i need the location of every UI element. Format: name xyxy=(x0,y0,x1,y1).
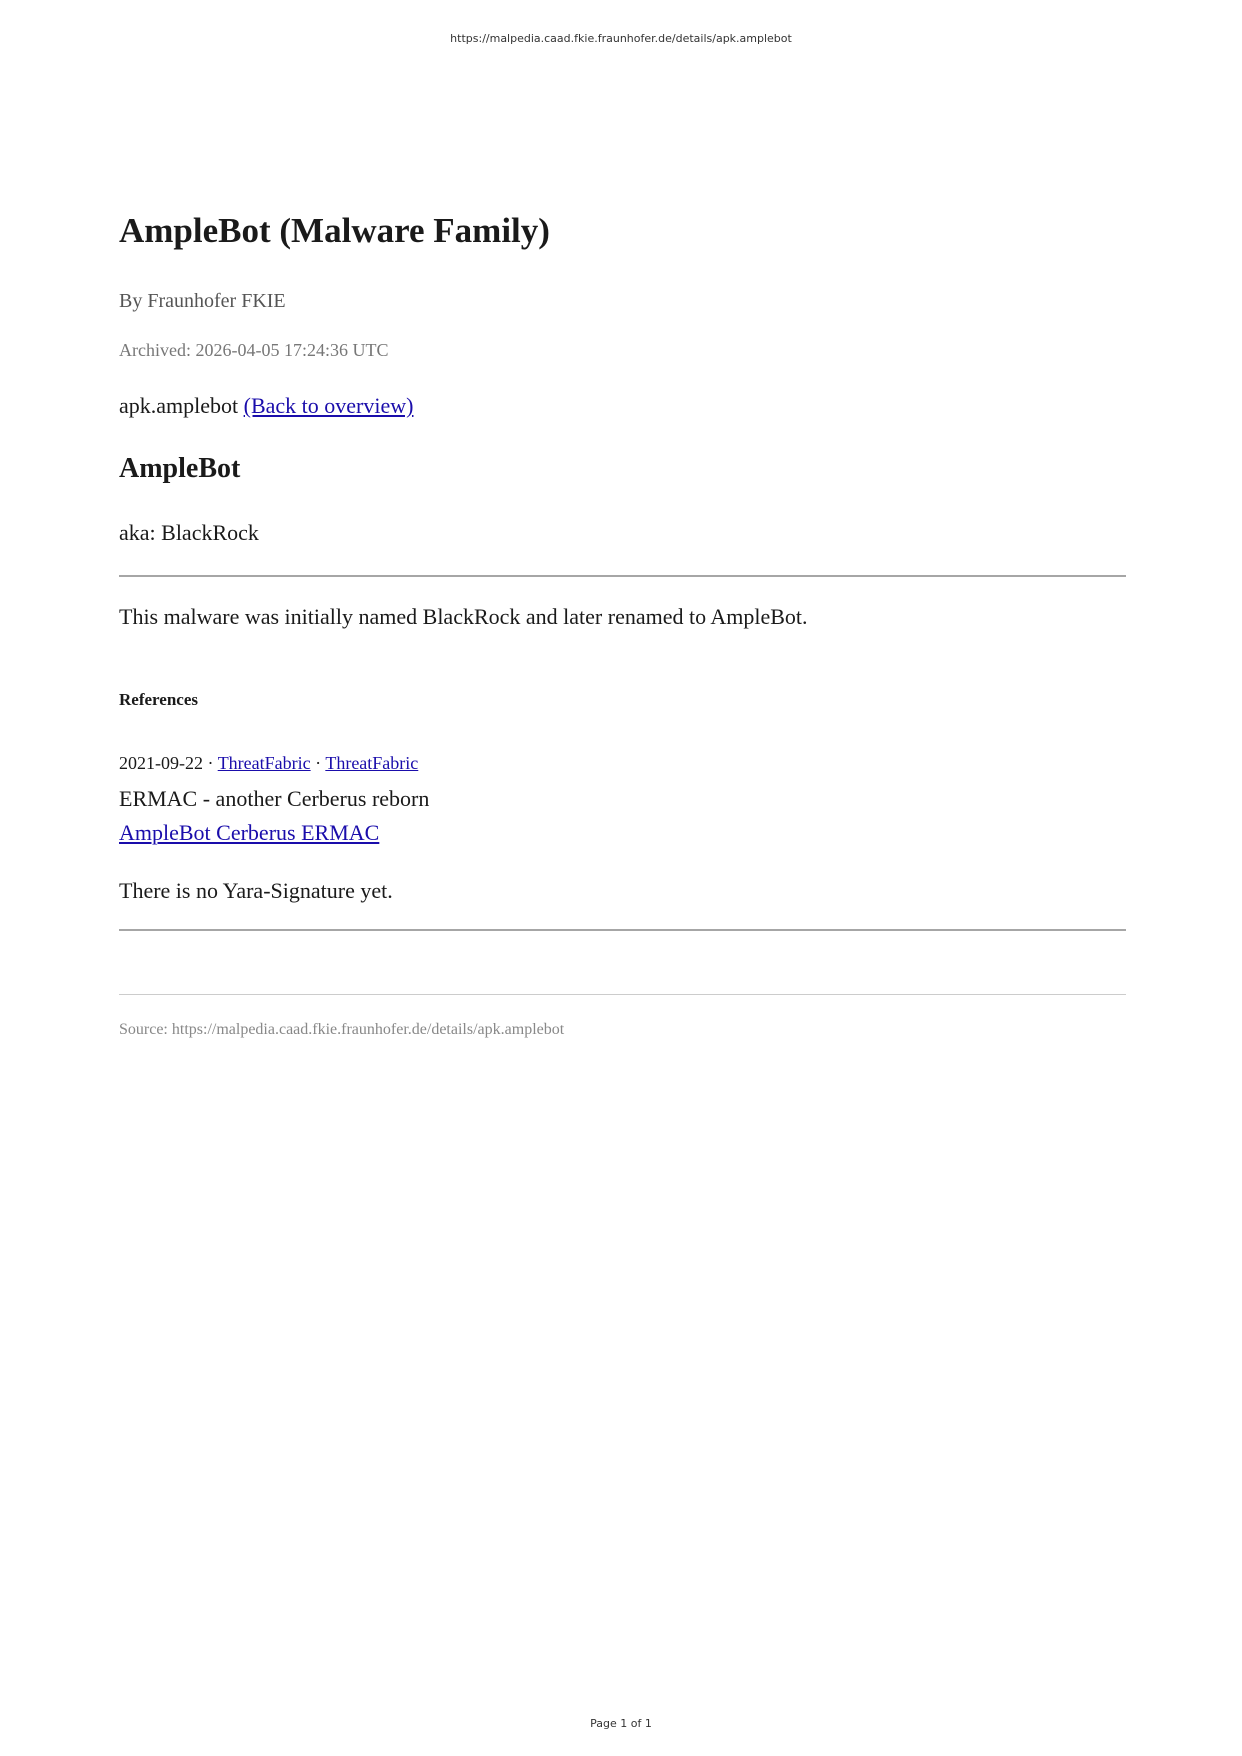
reference-meta xyxy=(119,753,418,774)
page-number: Page 1 of 1 xyxy=(590,1717,652,1730)
print-header-url: https://malpedia.caad.fkie.fraunhofer.de/details/apk.amplebot xyxy=(450,32,792,45)
byline: By Fraunhofer FKIE xyxy=(119,290,286,312)
divider-source xyxy=(119,994,1126,995)
family-name-heading: AmpleBot xyxy=(119,453,241,484)
archived-timestamp: Archived: 2026-04-05 17:24:36 UTC xyxy=(119,340,389,360)
reference-separator: · xyxy=(315,753,322,773)
aka-line: aka: BlackRock xyxy=(119,520,259,545)
divider-bottom xyxy=(119,929,1126,931)
reference-tags xyxy=(119,820,379,846)
family-id-line xyxy=(119,393,413,419)
references-heading: References xyxy=(119,690,198,709)
reference-date: 2021-09-22 xyxy=(119,753,203,773)
back-to-overview-link[interactable]: (Back to overview) xyxy=(243,393,414,418)
yara-note: There is no Yara-Signature yet. xyxy=(119,878,393,903)
family-description: This malware was initially named BlackRock and later renamed to AmpleBot. xyxy=(119,604,808,629)
reference-tags-link[interactable]: AmpleBot Cerberus ERMAC xyxy=(119,820,380,845)
reference-source-link[interactable]: ThreatFabric xyxy=(325,753,419,773)
page-title: AmpleBot (Malware Family) xyxy=(119,211,550,250)
source-url: Source: https://malpedia.caad.fkie.fraunhofer.de/details/apk.amplebot xyxy=(119,1021,565,1038)
reference-title: ERMAC - another Cerberus reborn xyxy=(119,786,430,811)
family-id: apk.amplebot xyxy=(119,393,239,418)
reference-author-link[interactable]: ThreatFabric xyxy=(217,753,311,773)
divider-top xyxy=(119,575,1126,577)
reference-separator: · xyxy=(207,753,214,773)
